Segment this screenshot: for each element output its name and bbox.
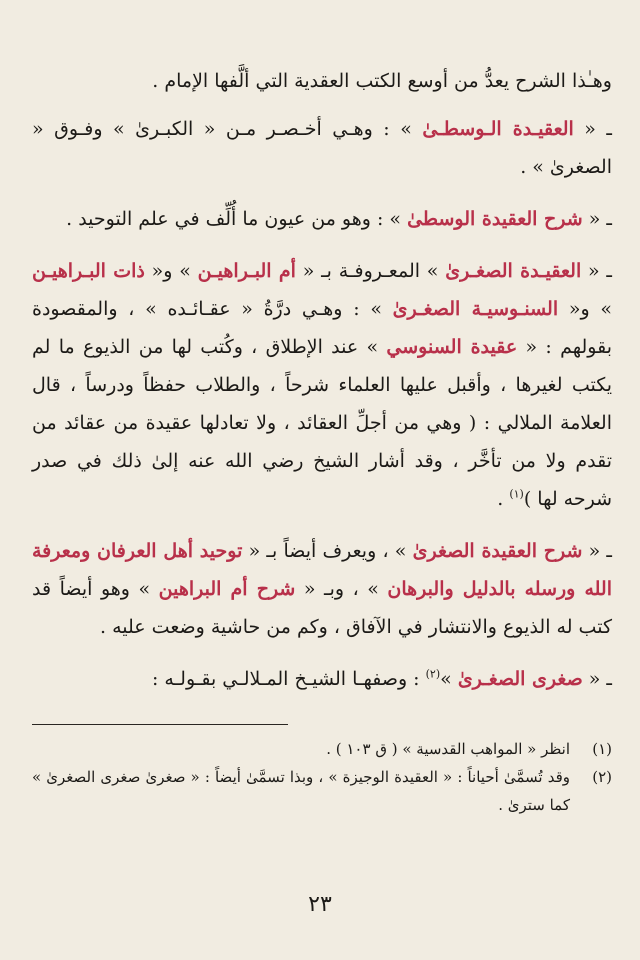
text-run: ـ « xyxy=(582,208,612,230)
text-run: وهـٰذا الشرح يعدُّ من أوسع الكتب العقدية التي ألَّفها الإمام . xyxy=(152,70,612,92)
paragraph xyxy=(32,532,612,646)
text-run: ـ « xyxy=(573,118,612,140)
highlighted-title: شرح أم البراهين xyxy=(158,578,296,600)
paragraph xyxy=(32,252,612,518)
paragraph xyxy=(32,110,612,186)
footnote-text: وقد تُسمَّىٰ أحياناً : « العقيدة الوجيزة » ، وبذا تسمَّىٰ أيضاً : « صغرىٰ صغرى الصغرىٰ » كما سترىٰ . xyxy=(32,768,570,814)
footnote xyxy=(32,735,612,763)
footnotes xyxy=(32,735,612,819)
highlighted-title: العقيـدة الصغـرىٰ xyxy=(445,260,582,282)
text-run: ـ « xyxy=(582,540,612,562)
text-run: » وهو أيضاً قد كتب له الذيوع والانتشار في الآفاق ، وكم من حاشية وضعت عليه . xyxy=(32,578,612,638)
paragraph xyxy=(32,660,612,698)
paragraph xyxy=(32,62,612,100)
text-run: ـ « xyxy=(582,668,612,690)
text-run: » xyxy=(440,668,458,690)
text-run: » و« xyxy=(144,260,198,282)
highlighted-title: العقيـدة الـوسطـىٰ xyxy=(422,118,574,140)
text-run: » ، وبـ « xyxy=(295,578,388,600)
text-run: » المعـروفـة بـ « xyxy=(295,260,446,282)
highlighted-title: ذات البـراهيـن xyxy=(32,260,145,282)
highlighted-title: شرح العقيدة الصغرىٰ xyxy=(412,540,583,562)
highlighted-title: شرح العقيدة الوسطىٰ xyxy=(407,208,583,230)
highlighted-title: السنـوسيـة الصغـرىٰ xyxy=(392,298,559,320)
paragraph xyxy=(32,200,612,238)
text-run: . xyxy=(497,488,510,510)
highlighted-title: أم البـراهيـن xyxy=(197,260,296,282)
footnote xyxy=(32,763,612,819)
footnote-marker: (١) xyxy=(509,487,524,501)
text-run: » : وهو من عيون ما أُلِّف في علم التوحيد . xyxy=(66,208,408,230)
text-run: » : وهـي أخـصـر مـن « الكبـرىٰ » وفـوق « الصغرىٰ » . xyxy=(32,118,612,178)
highlighted-title: صغرى الصغـرىٰ xyxy=(457,668,583,690)
footnote-text: انظر « المواهب القدسية » ( ق ١٠٣ ) . xyxy=(326,740,570,758)
main-text xyxy=(32,62,612,698)
footnote-marker: (٢) xyxy=(425,667,441,681)
text-run: » : وهـي درَّةُ « عقـائـده » ، والمقصودة بقولهم : « xyxy=(32,298,612,358)
text-run: » و« xyxy=(558,298,612,320)
text-run: : وصفهـا الشيـخ المـلالـي بقـولـه : xyxy=(151,668,426,690)
footnote-number: (١) xyxy=(592,740,612,758)
footnote-number: (٢) xyxy=(592,768,612,786)
footnote-separator xyxy=(32,724,288,725)
page-number: ٢٣ xyxy=(308,892,332,917)
text-run: ـ « xyxy=(581,260,612,282)
highlighted-title: عقيدة السنوسي xyxy=(386,336,518,358)
highlighted-title: توحيد أهل العرفان ومعرفة الله ورسله بالدليل والبرهان xyxy=(32,540,613,600)
text-run: » ، ويعرف أيضاً بـ « xyxy=(242,540,413,562)
text-run: » عند الإطلاق ، وكُتب لها من الذيوع ما لم يكتب لغيرها ، وأقبل عليها العلماء شرحاً ، والطلاب حفظاً ودرساً ، قال العلامة الملالي : ( وهي من أجلِّ العقائد ، ولا تعادلها عقيدة من عقائد من تقدم ولا من تأخَّر ، وقد أشار الشيخ رضي الله عنه إلىٰ ذلك في صدر شرحه لها ) xyxy=(32,336,612,510)
footnote-separator-wrap xyxy=(32,724,612,725)
